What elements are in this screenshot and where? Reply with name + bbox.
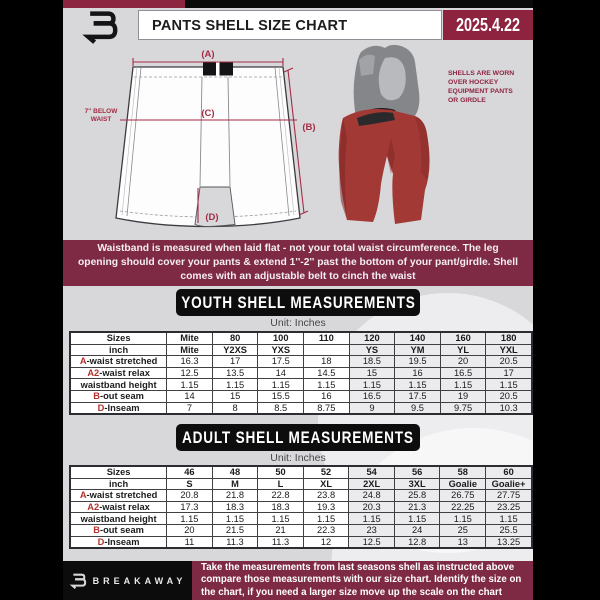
- row-label: inch: [70, 344, 167, 356]
- youth-unit-label: Unit: Inches: [270, 317, 326, 329]
- table-cell: 1.15: [486, 379, 532, 391]
- table-cell: 20.3: [349, 501, 395, 513]
- table-cell: 100: [258, 332, 304, 344]
- table-cell: 1.15: [212, 513, 258, 525]
- table-cell: 9.75: [440, 402, 486, 414]
- breakaway-logo-icon: [77, 10, 123, 44]
- table-cell: Goalie+: [486, 478, 532, 490]
- table-cell: 12: [303, 536, 349, 548]
- table-cell: 19.5: [395, 356, 441, 368]
- table-cell: 27.75: [486, 490, 532, 502]
- table-cell: 17.5: [395, 390, 441, 402]
- table-cell: 23.25: [486, 501, 532, 513]
- shell-photo: [333, 40, 447, 230]
- measure-letter: D: [97, 536, 105, 547]
- size-chart-flyer: [63, 0, 533, 600]
- table-cell: 21: [258, 524, 304, 536]
- table-cell: XL: [303, 478, 349, 490]
- table-cell: 46: [167, 466, 213, 478]
- table-cell: 2XL: [349, 478, 395, 490]
- measure-label-c: (C): [201, 108, 215, 119]
- table-cell: 180: [486, 332, 532, 344]
- table-cell: 17.5: [258, 356, 304, 368]
- table-cell: 26.75: [440, 490, 486, 502]
- table-cell: 80: [212, 332, 258, 344]
- measure-label-b: (B): [302, 122, 316, 133]
- table-cell: 52: [303, 466, 349, 478]
- table-cell: 20.5: [486, 356, 532, 368]
- pants-measurement-diagram: [108, 48, 323, 234]
- table-cell: 8: [212, 402, 258, 414]
- table-cell: M: [212, 478, 258, 490]
- measure-label-d: (D): [205, 212, 219, 223]
- adult-measurements-table: [69, 465, 533, 549]
- footer-note: Take the measurements from last seasons shell as instructed above compare those measurements with our size chart. Identify the size on the chart, if you need a larger size move up the scale on the chart: [201, 561, 522, 598]
- adult-section-banner: [176, 424, 420, 451]
- table-cell: 18.5: [349, 356, 395, 368]
- table-cell: 18.3: [212, 501, 258, 513]
- table-cell: 1.15: [304, 379, 350, 391]
- date-text: 2025.4.22: [455, 14, 521, 35]
- table-cell: 50: [258, 466, 304, 478]
- table-cell: 1.15: [486, 513, 532, 525]
- table-cell: 21.5: [212, 524, 258, 536]
- row-label: D-Inseam: [70, 402, 167, 414]
- youth-section-banner: [176, 289, 420, 316]
- table-cell: 23: [349, 524, 395, 536]
- table-cell: 18: [304, 356, 350, 368]
- adult-banner-title: ADULT SHELL MEASUREMENTS: [182, 427, 414, 447]
- table-cell: 13.25: [486, 536, 532, 548]
- row-label: Sizes: [70, 332, 167, 344]
- shell-photo-note: SHELLS ARE WORN OVER HOCKEY EQUIPMENT PANTS OR GIRDLE: [448, 70, 515, 104]
- table-row: [70, 356, 532, 368]
- table-row: [70, 379, 532, 391]
- table-cell: 12.5: [167, 367, 213, 379]
- row-label: inch: [70, 478, 167, 490]
- table-cell: 17: [486, 367, 532, 379]
- table-cell: 1.15: [395, 379, 441, 391]
- table-cell: 10.3: [486, 402, 532, 414]
- table-cell: YXS: [258, 344, 304, 356]
- table-cell: 15.5: [258, 390, 304, 402]
- table-row: [70, 466, 532, 478]
- row-label: A-waist stretched: [70, 490, 167, 502]
- table-cell: 25.5: [486, 524, 532, 536]
- table-cell: 110: [304, 332, 350, 344]
- footer-note-box: [192, 561, 533, 600]
- row-label: A2-waist relax: [70, 367, 167, 379]
- measure-letter: A: [79, 356, 87, 367]
- table-cell: YM: [395, 344, 441, 356]
- table-cell: 1.15: [167, 513, 213, 525]
- table-cell: 12.8: [394, 536, 440, 548]
- table-cell: 9.5: [395, 402, 441, 414]
- table-cell: 15: [349, 367, 395, 379]
- table-cell: 1.15: [212, 379, 258, 391]
- table-cell: 8.5: [258, 402, 304, 414]
- row-label: Sizes: [70, 466, 167, 478]
- table-cell: 19: [440, 390, 486, 402]
- table-cell: 1.15: [349, 513, 395, 525]
- table-cell: 14.5: [304, 367, 350, 379]
- table-cell: 21.3: [394, 501, 440, 513]
- table-cell: 1.15: [394, 513, 440, 525]
- table-cell: YS: [349, 344, 395, 356]
- row-label: A-waist stretched: [70, 356, 167, 368]
- page-title: PANTS SHELL SIZE CHART: [152, 16, 348, 34]
- table-cell: 20: [167, 524, 213, 536]
- footer-brand-box: [63, 561, 192, 600]
- table-cell: 160: [440, 332, 486, 344]
- table-cell: 16.3: [167, 356, 213, 368]
- table-cell: Mite: [167, 332, 213, 344]
- table-cell: 1.15: [303, 513, 349, 525]
- table-cell: 48: [212, 466, 258, 478]
- table-cell: [304, 344, 350, 356]
- table-cell: 56: [394, 466, 440, 478]
- measure-letter: A2: [87, 368, 100, 379]
- table-cell: 17.3: [167, 501, 213, 513]
- table-cell: 54: [349, 466, 395, 478]
- top-strip-maroon: [63, 0, 185, 8]
- table-cell: 16.5: [440, 367, 486, 379]
- table-row: [70, 344, 532, 356]
- top-strip-black: [185, 0, 533, 8]
- table-row: [70, 524, 532, 536]
- table-cell: 16.5: [349, 390, 395, 402]
- row-label: B-out seam: [70, 390, 167, 402]
- table-row: [70, 332, 532, 344]
- table-cell: 17: [212, 356, 258, 368]
- table-cell: 22.8: [258, 490, 304, 502]
- adult-unit-label: Unit: Inches: [270, 452, 326, 464]
- table-cell: 22.3: [303, 524, 349, 536]
- table-cell: 16: [304, 390, 350, 402]
- table-cell: 13.5: [212, 367, 258, 379]
- row-label: waistband height: [70, 379, 167, 391]
- table-cell: L: [258, 478, 304, 490]
- row-label: waistband height: [70, 513, 167, 525]
- brand-name: BREAKAWAY: [92, 575, 187, 586]
- table-cell: S: [167, 478, 213, 490]
- table-row: [70, 536, 532, 548]
- table-cell: 1.15: [167, 379, 213, 391]
- date-box: [443, 10, 533, 40]
- table-cell: 22.25: [440, 501, 486, 513]
- table-cell: 18.3: [258, 501, 304, 513]
- table-row: [70, 501, 532, 513]
- table-cell: 12.5: [349, 536, 395, 548]
- waist-note: 7'' BELOW WAIST: [84, 108, 118, 124]
- table-row: [70, 390, 532, 402]
- shell-shape: [339, 109, 430, 224]
- table-cell: 13: [440, 536, 486, 548]
- table-cell: 20: [440, 356, 486, 368]
- table-cell: 15: [212, 390, 258, 402]
- row-label: A2-waist relax: [70, 501, 167, 513]
- table-cell: 1.15: [258, 379, 304, 391]
- notice-banner: [63, 240, 533, 286]
- measure-letter: B: [93, 391, 100, 402]
- table-cell: 19.3: [303, 501, 349, 513]
- measure-letter: A: [79, 490, 87, 501]
- table-cell: 14: [167, 390, 213, 402]
- measure-label-a: (A): [201, 49, 215, 60]
- table-cell: 120: [349, 332, 395, 344]
- table-cell: 23.8: [303, 490, 349, 502]
- table-row: [70, 478, 532, 490]
- table-cell: 1.15: [258, 513, 304, 525]
- table-cell: 11: [167, 536, 213, 548]
- table-cell: 9: [349, 402, 395, 414]
- table-cell: YL: [440, 344, 486, 356]
- table-cell: 3XL: [394, 478, 440, 490]
- table-cell: 11.3: [212, 536, 258, 548]
- table-cell: 1.15: [349, 379, 395, 391]
- table-row: [70, 490, 532, 502]
- measure-letter: D: [97, 402, 105, 413]
- title-box: [138, 10, 442, 40]
- table-cell: 11.3: [258, 536, 304, 548]
- table-cell: 58: [440, 466, 486, 478]
- table-cell: 60: [486, 466, 532, 478]
- table-cell: 1.15: [440, 379, 486, 391]
- table-cell: 21.8: [212, 490, 258, 502]
- table-cell: 24.8: [349, 490, 395, 502]
- table-cell: 140: [395, 332, 441, 344]
- measure-letter: B: [93, 525, 100, 536]
- table-row: [70, 367, 532, 379]
- table-cell: 8.75: [304, 402, 350, 414]
- breakaway-logo-icon: [69, 573, 87, 589]
- table-row: [70, 513, 532, 525]
- table-cell: 25: [440, 524, 486, 536]
- table-cell: 25.8: [394, 490, 440, 502]
- table-cell: 7: [167, 402, 213, 414]
- table-cell: 20.8: [167, 490, 213, 502]
- measure-letter: A2: [87, 502, 100, 513]
- notice-text: Waistband is measured when laid flat - not your total waist circumference. The leg opening should cover your pants & extend 1''-2'' past the bottom of your pant/girdle. Shell comes with an adjustable belt to cinch the waist: [77, 243, 519, 282]
- table-cell: Y2XS: [212, 344, 258, 356]
- youth-banner-title: YOUTH SHELL MEASUREMENTS: [180, 292, 416, 312]
- table-cell: 20.5: [486, 390, 532, 402]
- table-cell: 16: [395, 367, 441, 379]
- table-cell: Goalie: [440, 478, 486, 490]
- table-cell: Mite: [167, 344, 213, 356]
- row-label: D-Inseam: [70, 536, 167, 548]
- table-cell: 1.15: [440, 513, 486, 525]
- table-cell: 24: [394, 524, 440, 536]
- youth-measurements-table: [69, 331, 533, 415]
- table-row: [70, 402, 532, 414]
- row-label: B-out seam: [70, 524, 167, 536]
- table-cell: 14: [258, 367, 304, 379]
- table-cell: YXL: [486, 344, 532, 356]
